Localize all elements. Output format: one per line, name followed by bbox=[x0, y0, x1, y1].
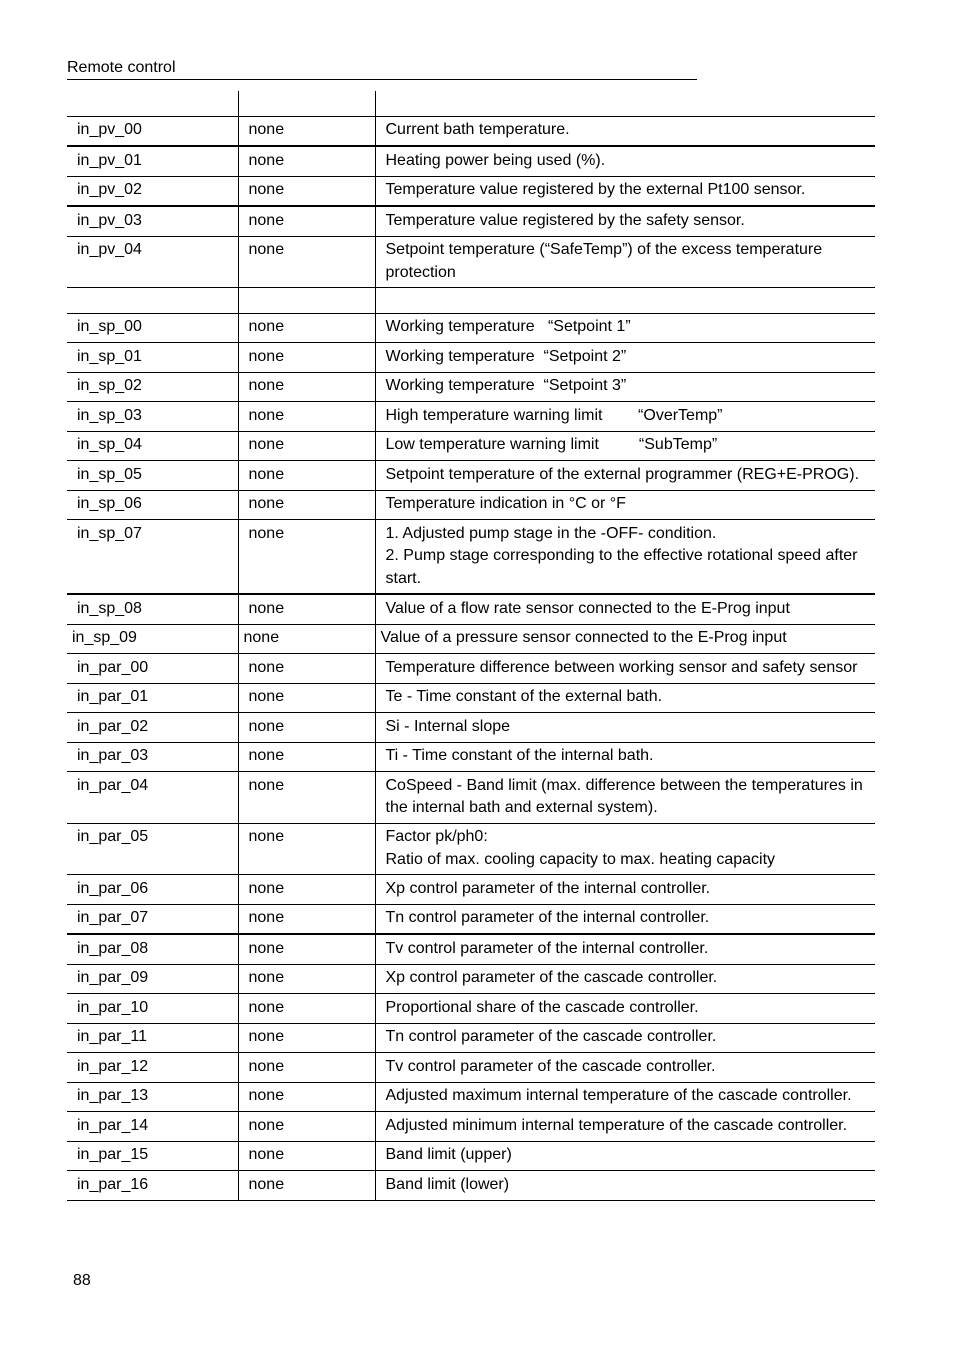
parameter-cell: none bbox=[238, 206, 375, 236]
description-cell: Te - Time constant of the external bath. bbox=[375, 683, 875, 713]
parameter-cell bbox=[238, 288, 375, 314]
parameter-cell: none bbox=[238, 964, 375, 994]
command-cell: in_sp_03 bbox=[67, 402, 238, 432]
description-cell: Tn control parameter of the internal controller. bbox=[375, 904, 875, 934]
command-cell: in_sp_00 bbox=[67, 313, 238, 343]
parameter-cell: none bbox=[238, 1141, 375, 1171]
description-cell: Factor pk/ph0: Ratio of max. cooling capacity to max. heating capacity bbox=[375, 823, 875, 875]
table-row bbox=[67, 343, 875, 373]
table-row bbox=[67, 431, 875, 461]
parameter-cell: none bbox=[238, 624, 375, 654]
command-cell: in_par_13 bbox=[67, 1082, 238, 1112]
command-cell: in_pv_01 bbox=[67, 146, 238, 176]
parameter-cell: none bbox=[238, 934, 375, 964]
table-row bbox=[67, 742, 875, 772]
table-row bbox=[67, 146, 875, 176]
command-cell: in_sp_07 bbox=[67, 520, 238, 595]
description-cell: Value of a flow rate sensor connected to the E-Prog input bbox=[375, 594, 875, 624]
description-cell: Setpoint temperature (“SafeTemp”) of the excess temperature protection bbox=[375, 236, 875, 288]
command-cell: in_par_05 bbox=[67, 823, 238, 875]
table-row bbox=[67, 1053, 875, 1083]
parameter-cell bbox=[238, 91, 375, 116]
parameter-cell: none bbox=[238, 116, 375, 146]
parameter-cell: none bbox=[238, 431, 375, 461]
table-row bbox=[67, 594, 875, 624]
parameter-cell: none bbox=[238, 654, 375, 684]
description-cell: Band limit (lower) bbox=[375, 1171, 875, 1201]
command-cell: in_par_14 bbox=[67, 1112, 238, 1142]
parameter-cell: none bbox=[238, 146, 375, 176]
parameter-cell: none bbox=[238, 176, 375, 206]
parameter-cell: none bbox=[238, 372, 375, 402]
parameter-cell: none bbox=[238, 1082, 375, 1112]
description-cell: Adjusted minimum internal temperature of the cascade controller. bbox=[375, 1112, 875, 1142]
description-cell: Adjusted maximum internal temperature of the cascade controller. bbox=[375, 1082, 875, 1112]
command-cell: in_pv_04 bbox=[67, 236, 238, 288]
description-cell: Xp control parameter of the internal controller. bbox=[375, 875, 875, 905]
description-cell bbox=[375, 288, 875, 314]
parameter-cell: none bbox=[238, 994, 375, 1024]
command-cell: in_par_02 bbox=[67, 713, 238, 743]
description-cell: Temperature value registered by the external Pt100 sensor. bbox=[375, 176, 875, 206]
parameter-table bbox=[67, 91, 875, 1201]
command-cell: in_par_06 bbox=[67, 875, 238, 905]
description-cell: CoSpeed - Band limit (max. difference between the temperatures in the internal bath and external system). bbox=[375, 772, 875, 824]
description-cell: Proportional share of the cascade controller. bbox=[375, 994, 875, 1024]
description-cell: Current bath temperature. bbox=[375, 116, 875, 146]
command-cell: in_par_11 bbox=[67, 1023, 238, 1053]
parameter-cell: none bbox=[238, 1053, 375, 1083]
parameter-cell: none bbox=[238, 313, 375, 343]
command-cell: in_sp_01 bbox=[67, 343, 238, 373]
parameter-cell: none bbox=[238, 772, 375, 824]
table-row bbox=[67, 176, 875, 206]
parameter-cell: none bbox=[238, 823, 375, 875]
table-row bbox=[67, 964, 875, 994]
command-cell: in_sp_04 bbox=[67, 431, 238, 461]
table-row bbox=[67, 683, 875, 713]
command-cell: in_par_03 bbox=[67, 742, 238, 772]
parameter-cell: none bbox=[238, 1171, 375, 1201]
description-cell: Value of a pressure sensor connected to the E-Prog input bbox=[375, 624, 875, 654]
parameter-cell: none bbox=[238, 461, 375, 491]
table-row bbox=[67, 313, 875, 343]
description-cell: Setpoint temperature of the external programmer (REG+E-PROG). bbox=[375, 461, 875, 491]
parameter-cell: none bbox=[238, 875, 375, 905]
command-cell: in_sp_02 bbox=[67, 372, 238, 402]
parameter-cell: none bbox=[238, 594, 375, 624]
table-row bbox=[67, 372, 875, 402]
command-cell: in_par_04 bbox=[67, 772, 238, 824]
table-row bbox=[67, 713, 875, 743]
description-cell: Working temperature “Setpoint 3” bbox=[375, 372, 875, 402]
description-cell: High temperature warning limit “OverTemp” bbox=[375, 402, 875, 432]
table-row bbox=[67, 875, 875, 905]
command-cell: in_par_15 bbox=[67, 1141, 238, 1171]
command-cell: in_sp_06 bbox=[67, 490, 238, 520]
table-row bbox=[67, 654, 875, 684]
description-cell: Band limit (upper) bbox=[375, 1141, 875, 1171]
parameter-cell: none bbox=[238, 713, 375, 743]
parameter-cell: none bbox=[238, 742, 375, 772]
table-row bbox=[67, 206, 875, 236]
table-row bbox=[67, 624, 875, 654]
description-cell: Working temperature “Setpoint 1” bbox=[375, 313, 875, 343]
description-cell: Low temperature warning limit “SubTemp” bbox=[375, 431, 875, 461]
table-row bbox=[67, 236, 875, 288]
command-cell: in_pv_02 bbox=[67, 176, 238, 206]
parameter-cell: none bbox=[238, 1023, 375, 1053]
command-cell: in_par_10 bbox=[67, 994, 238, 1024]
parameter-cell: none bbox=[238, 343, 375, 373]
table-row bbox=[67, 994, 875, 1024]
description-cell: Temperature value registered by the safety sensor. bbox=[375, 206, 875, 236]
command-cell: in_par_07 bbox=[67, 904, 238, 934]
table-row bbox=[67, 1082, 875, 1112]
table-section-row bbox=[67, 288, 875, 314]
parameter-cell: none bbox=[238, 683, 375, 713]
description-cell: Xp control parameter of the cascade controller. bbox=[375, 964, 875, 994]
command-cell: in_par_08 bbox=[67, 934, 238, 964]
description-cell: Tv control parameter of the cascade controller. bbox=[375, 1053, 875, 1083]
description-cell: Temperature difference between working sensor and safety sensor bbox=[375, 654, 875, 684]
table-row bbox=[67, 402, 875, 432]
description-cell: Tn control parameter of the cascade controller. bbox=[375, 1023, 875, 1053]
description-cell: Temperature indication in °C or °F bbox=[375, 490, 875, 520]
table-row bbox=[67, 461, 875, 491]
command-cell: in_sp_08 bbox=[67, 594, 238, 624]
command-cell bbox=[67, 288, 238, 314]
parameter-table-body bbox=[67, 91, 875, 1200]
table-row bbox=[67, 934, 875, 964]
description-cell: 1. Adjusted pump stage in the -OFF- condition. 2. Pump stage corresponding to the effective rotational speed after start. bbox=[375, 520, 875, 595]
command-cell: in_par_01 bbox=[67, 683, 238, 713]
page-number: 88 bbox=[73, 1272, 91, 1289]
command-cell: in_sp_05 bbox=[67, 461, 238, 491]
description-cell bbox=[375, 91, 875, 116]
parameter-cell: none bbox=[238, 520, 375, 595]
table-row bbox=[67, 823, 875, 875]
command-cell: in_par_00 bbox=[67, 654, 238, 684]
command-cell: in_sp_09 bbox=[67, 624, 238, 654]
table-row bbox=[67, 116, 875, 146]
parameter-cell: none bbox=[238, 1112, 375, 1142]
parameter-cell: none bbox=[238, 236, 375, 288]
description-cell: Tv control parameter of the internal controller. bbox=[375, 934, 875, 964]
page-header: Remote control bbox=[67, 58, 697, 80]
table-row bbox=[67, 490, 875, 520]
command-cell: in_par_16 bbox=[67, 1171, 238, 1201]
parameter-cell: none bbox=[238, 402, 375, 432]
table-row bbox=[67, 1171, 875, 1201]
command-cell: in_pv_03 bbox=[67, 206, 238, 236]
table-row bbox=[67, 1023, 875, 1053]
description-cell: Si - Internal slope bbox=[375, 713, 875, 743]
table-row bbox=[67, 520, 875, 595]
parameter-cell: none bbox=[238, 904, 375, 934]
table-section-row bbox=[67, 91, 875, 116]
command-cell bbox=[67, 91, 238, 116]
command-cell: in_par_09 bbox=[67, 964, 238, 994]
parameter-cell: none bbox=[238, 490, 375, 520]
table-row bbox=[67, 772, 875, 824]
command-cell: in_par_12 bbox=[67, 1053, 238, 1083]
table-row bbox=[67, 1112, 875, 1142]
description-cell: Ti - Time constant of the internal bath. bbox=[375, 742, 875, 772]
table-row bbox=[67, 1141, 875, 1171]
table-row bbox=[67, 904, 875, 934]
description-cell: Heating power being used (%). bbox=[375, 146, 875, 176]
description-cell: Working temperature “Setpoint 2” bbox=[375, 343, 875, 373]
command-cell: in_pv_00 bbox=[67, 116, 238, 146]
